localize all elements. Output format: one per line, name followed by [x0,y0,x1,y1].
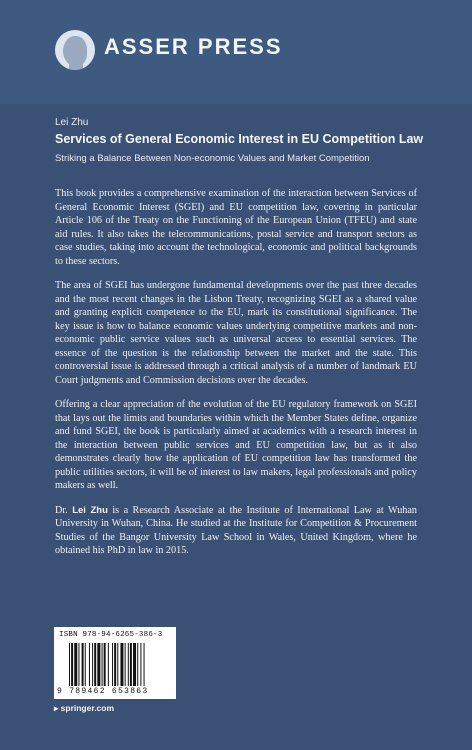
blurb [55,187,417,569]
publisher-band [0,0,472,104]
barcode-digits: 9 789462 653863 [57,687,149,696]
arrow-icon: ▸ [54,703,59,713]
bio-name: Lei Zhu [72,504,108,516]
blurb-paragraph: The area of SGEI has undergone fundamental developments over the past three decades and the most recent changes in the Lisbon Treaty, recognizing SGEI as a shared value and granting explicit competence to the EU, mark its constitutional significance. The key issue is how to balance economic values underlying competitive markets and non-economic public service values such as universal access to essential services. The essence of the question is the relationship between the market and the state. This controversial issue is addressed through a critical analysis of a number of landmark EU Court judgments and Commission decisions over the decades. [55,280,417,386]
blurb-paragraph: This book provides a comprehensive examination of the interaction between Services of General Economic Interest (SGEI) and EU competition law, covering in particular Article 106 of the Treaty on the Functioning of the European Union (TFEU) and state aid rules. It also takes the telecommunications, postal service and transport sectors as case studies, taking into account the technological, economic and political backgrounds to these sectors. [55,188,417,267]
book-subtitle: Striking a Balance Between Non-economic Values and Market Competition [55,153,370,164]
springer-url: springer.com [60,703,115,713]
springer-link[interactable] [54,703,114,714]
isbn-label: ISBN 978-94-6265-386-3 [59,631,163,639]
author-name: Lei Zhu [55,117,89,128]
bio-prefix: Dr. [55,504,68,516]
barcode [54,627,176,699]
bust-profile-icon [55,30,95,70]
book-title: Services of General Economic Interest in EU Competition Law [55,132,424,146]
author-bio [55,504,417,558]
publisher-name: ASSER PRESS [104,34,283,59]
barcode-bars [69,643,169,686]
blurb-paragraph: Offering a clear appreciation of the evolution of the EU regulatory framework on SGEI that lays out the limits and boundaries within which the Member States define, organize and fund SGEI, the book is particularly aimed at academics with a research interest in the interaction between public services and EU competition law, but as it also demonstrates clearly how the application of EU competition law has transformed the public utilities sectors, it will be of interest to law makers, legal professionals and policy makers as well. [55,399,417,491]
bio-text: is a Research Associate at the Institute of International Law at Wuhan University in Wuhan, China. He studied at the Institute for Competition & Procurement Studies of the Bangor University Law School in Wales, United Kingdom, where he obtained his PhD in law in 2015. [55,504,417,556]
